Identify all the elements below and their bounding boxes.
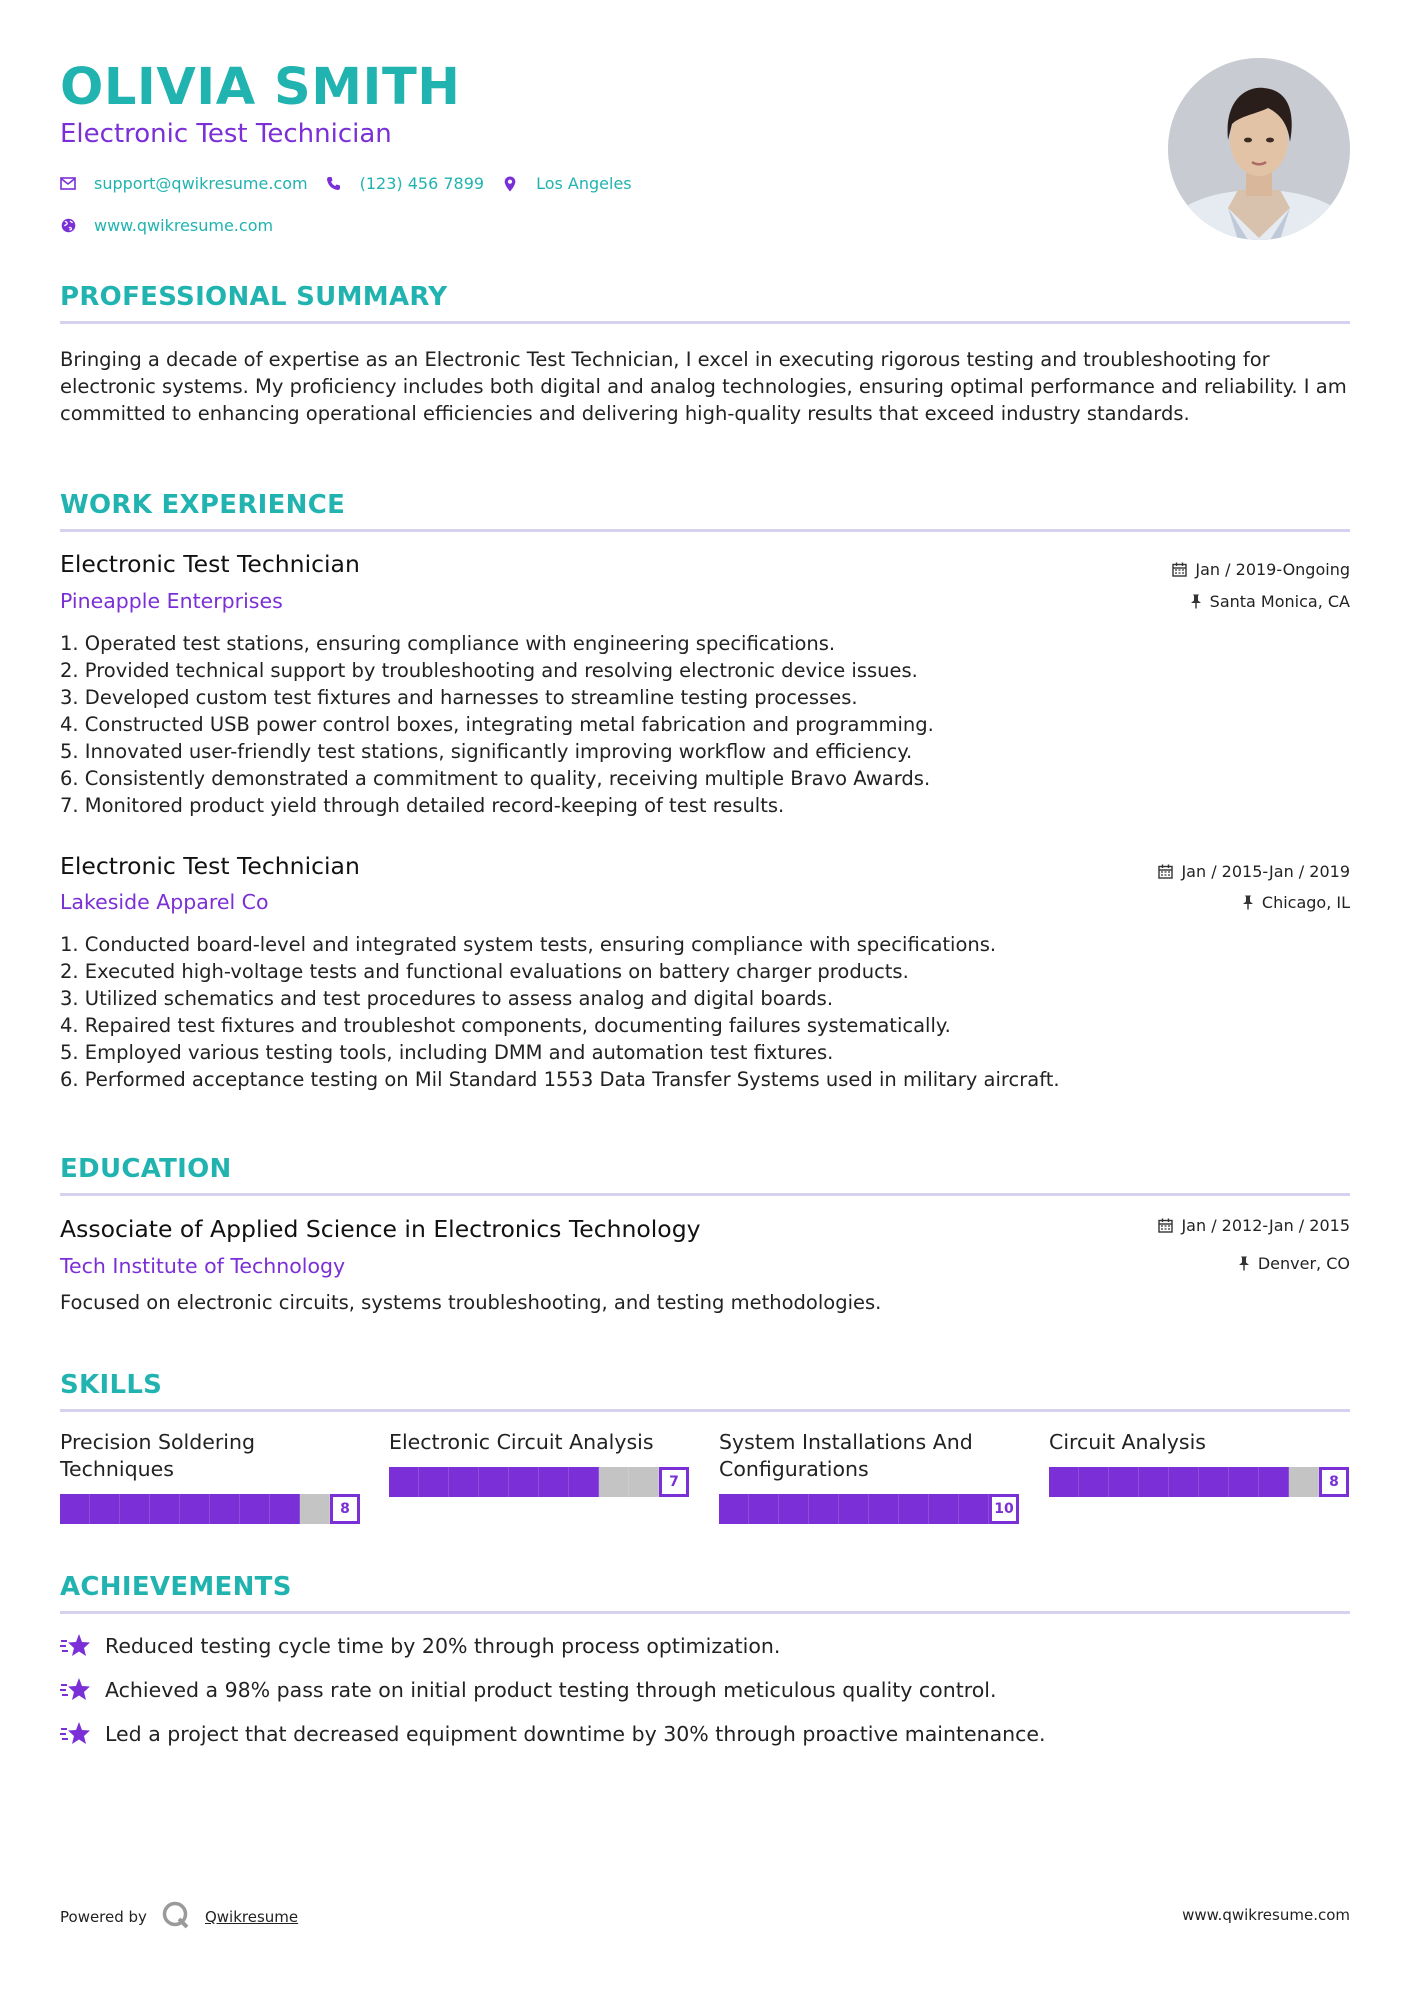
skill-level-bar — [60, 1494, 360, 1524]
duty-item: 2. Provided technical support by troubleshooting and resolving electronic device issues. — [60, 659, 918, 682]
skill-level-segment — [449, 1467, 479, 1497]
education-heading: EDUCATION — [60, 1154, 232, 1184]
duty-item: 1. Conducted board-level and integrated system tests, ensuring compliance with specifications. — [60, 933, 997, 956]
phone-number[interactable]: (123) 456 7899 — [359, 174, 485, 193]
website-row — [60, 216, 291, 235]
section-divider — [60, 529, 1350, 532]
skill-level-segment — [719, 1494, 749, 1524]
qwikresume-logo-icon — [161, 1900, 191, 1934]
skill-level-segment — [869, 1494, 899, 1524]
achievement-text: Reduced testing cycle time by 20% through process optimization. — [105, 1634, 781, 1658]
job-location — [1190, 592, 1350, 611]
candidate-name: OLIVIA SMITH — [60, 58, 461, 117]
skill-item — [389, 1429, 689, 1490]
skill-level-segment — [479, 1467, 509, 1497]
duty-item: 3. Developed custom test fixtures and harnesses to streamline testing processes. — [60, 686, 858, 709]
skill-name: System Installations And Configurations — [719, 1430, 973, 1481]
section-divider — [60, 1409, 1350, 1412]
job-dates — [1158, 862, 1350, 881]
calendar-icon — [1158, 864, 1173, 879]
skill-level-segment — [150, 1494, 180, 1524]
skill-level-segment — [1049, 1467, 1079, 1497]
star-icon — [60, 1720, 92, 1748]
calendar-icon — [1158, 1218, 1173, 1233]
skill-level-segment — [240, 1494, 270, 1524]
powered-by-label: Powered by — [60, 1908, 147, 1926]
envelope-icon — [60, 176, 76, 192]
achievement-item — [60, 1632, 780, 1660]
school-name: Tech Institute of Technology — [60, 1254, 346, 1278]
skill-level-bar — [1049, 1467, 1349, 1497]
skill-level-segment — [929, 1494, 959, 1524]
skill-level-segment — [1199, 1467, 1229, 1497]
pushpin-icon — [1190, 594, 1202, 609]
skill-level-segment — [60, 1494, 90, 1524]
skill-level-segment — [389, 1467, 419, 1497]
job-title: Electronic Test Technician — [60, 550, 360, 578]
skill-level-segment — [1079, 1467, 1109, 1497]
education-description: Focused on electronic circuits, systems troubleshooting, and testing methodologies. — [60, 1291, 882, 1314]
job-location-text: Chicago, IL — [1261, 893, 1350, 912]
skill-item — [60, 1429, 360, 1517]
skill-level-segment — [1139, 1467, 1169, 1497]
duty-item: 6. Consistently demonstrated a commitment to quality, receiving multiple Bravo Awards. — [60, 767, 931, 790]
summary-text: Bringing a decade of expertise as an Electronic Test Technician, I excel in executing rigorous testing and troubleshooting for electronic systems. My proficiency includes both digital and analog technologies, ensuring optimal performance and reliability. I am committed to enhancing operational efficiencies and delivering high-quality results that exceed industry standards. — [60, 348, 1347, 425]
achievement-text: Achieved a 98% pass rate on initial product testing through meticulous quality control. — [105, 1678, 997, 1702]
pushpin-icon — [1238, 1256, 1250, 1271]
achievement-text: Led a project that decreased equipment downtime by 30% through proactive maintenance. — [105, 1722, 1046, 1746]
globe-icon — [60, 218, 76, 234]
section-divider — [60, 321, 1350, 324]
footer-powered-by — [60, 1900, 298, 1934]
skill-level-segment — [839, 1494, 869, 1524]
skill-level-segment — [539, 1467, 569, 1497]
profile-photo — [1168, 58, 1350, 240]
skill-level-segment — [779, 1494, 809, 1524]
skill-level-segment — [300, 1494, 330, 1524]
duty-item: 5. Employed various testing tools, including DMM and automation test fixtures. — [60, 1041, 834, 1064]
star-icon — [60, 1676, 92, 1704]
skill-level-segment — [180, 1494, 210, 1524]
skill-level-badge: 8 — [1319, 1467, 1349, 1497]
education-dates — [1158, 1216, 1350, 1235]
website-link[interactable]: www.qwikresume.com — [94, 216, 274, 235]
skills-heading: SKILLS — [60, 1370, 163, 1400]
duty-item: 2. Executed high-voltage tests and functional evaluations on battery charger products. — [60, 960, 909, 983]
phone-icon — [326, 176, 342, 192]
skill-level-segment — [210, 1494, 240, 1524]
duty-item: 6. Performed acceptance testing on Mil Standard 1553 Data Transfer Systems used in military aircraft. — [60, 1068, 1060, 1091]
achievement-item — [60, 1676, 996, 1704]
skill-name: Circuit Analysis — [1049, 1430, 1206, 1454]
skill-level-badge: 7 — [659, 1467, 689, 1497]
job-company: Lakeside Apparel Co — [60, 890, 269, 914]
skill-level-badge: 10 — [989, 1494, 1019, 1524]
skill-item — [719, 1429, 1019, 1517]
pushpin-icon — [1242, 895, 1254, 910]
skill-name: Precision Soldering Techniques — [60, 1430, 255, 1481]
job-company: Pineapple Enterprises — [60, 589, 283, 613]
skill-level-bar — [389, 1467, 689, 1497]
skill-level-badge: 8 — [330, 1494, 360, 1524]
skill-level-segment — [569, 1467, 599, 1497]
skill-level-segment — [120, 1494, 150, 1524]
skill-item — [1049, 1429, 1349, 1490]
achievement-item — [60, 1720, 1046, 1748]
star-icon — [60, 1632, 92, 1660]
education-location-text: Denver, CO — [1257, 1254, 1350, 1273]
duty-item: 5. Innovated user-friendly test stations, significantly improving workflow and efficiency. — [60, 740, 913, 763]
education-dates-text: Jan / 2012-Jan / 2015 — [1181, 1216, 1350, 1235]
duty-item: 3. Utilized schematics and test procedures to assess analog and digital boards. — [60, 987, 834, 1010]
job-duties-list — [60, 630, 1260, 819]
job-title: Electronic Test Technician — [60, 852, 360, 880]
skill-level-segment — [809, 1494, 839, 1524]
map-pin-icon — [502, 176, 518, 192]
job-dates-text: Jan / 2019-Ongoing — [1195, 560, 1350, 579]
skill-level-segment — [749, 1494, 779, 1524]
email-link[interactable]: support@qwikresume.com — [94, 174, 308, 193]
skill-level-segment — [899, 1494, 929, 1524]
location-text: Los Angeles — [536, 174, 632, 193]
duty-item: 7. Monitored product yield through detailed record-keeping of test results. — [60, 794, 785, 817]
skill-level-segment — [599, 1467, 629, 1497]
skill-level-segment — [1259, 1467, 1289, 1497]
education-location — [1238, 1254, 1350, 1273]
calendar-icon — [1172, 562, 1187, 577]
achievements-heading: ACHIEVEMENTS — [60, 1572, 292, 1602]
qwikresume-link[interactable]: Qwikresume — [204, 1908, 299, 1926]
job-dates — [1172, 560, 1350, 579]
section-divider — [60, 1611, 1350, 1614]
skill-level-segment — [419, 1467, 449, 1497]
section-divider — [60, 1193, 1350, 1196]
footer-url[interactable]: www.qwikresume.com — [1182, 1906, 1350, 1924]
skill-level-segment — [90, 1494, 120, 1524]
job-location-text: Santa Monica, CA — [1209, 592, 1350, 611]
skill-level-segment — [629, 1467, 659, 1497]
skill-level-segment — [1289, 1467, 1319, 1497]
skill-level-segment — [270, 1494, 300, 1524]
duty-item: 4. Repaired test fixtures and troubleshot components, documenting failures systematically. — [60, 1014, 951, 1037]
summary-heading: PROFESSIONAL SUMMARY — [60, 282, 448, 312]
job-dates-text: Jan / 2015-Jan / 2019 — [1181, 862, 1350, 881]
duty-item: 1. Operated test stations, ensuring compliance with engineering specifications. — [60, 632, 836, 655]
experience-heading: WORK EXPERIENCE — [60, 490, 346, 520]
duty-item: 4. Constructed USB power control boxes, integrating metal fabrication and programming. — [60, 713, 934, 736]
job-duties-list — [60, 931, 1260, 1093]
skill-level-segment — [509, 1467, 539, 1497]
job-location — [1242, 893, 1350, 912]
skill-level-segment — [1169, 1467, 1199, 1497]
skill-name: Electronic Circuit Analysis — [389, 1430, 654, 1454]
degree-title: Associate of Applied Science in Electronics Technology — [60, 1215, 701, 1243]
skill-level-bar — [719, 1494, 1019, 1524]
skill-level-segment — [1229, 1467, 1259, 1497]
skill-level-segment — [1109, 1467, 1139, 1497]
skill-level-segment — [959, 1494, 989, 1524]
candidate-role: Electronic Test Technician — [60, 119, 392, 149]
contact-row — [60, 174, 650, 193]
